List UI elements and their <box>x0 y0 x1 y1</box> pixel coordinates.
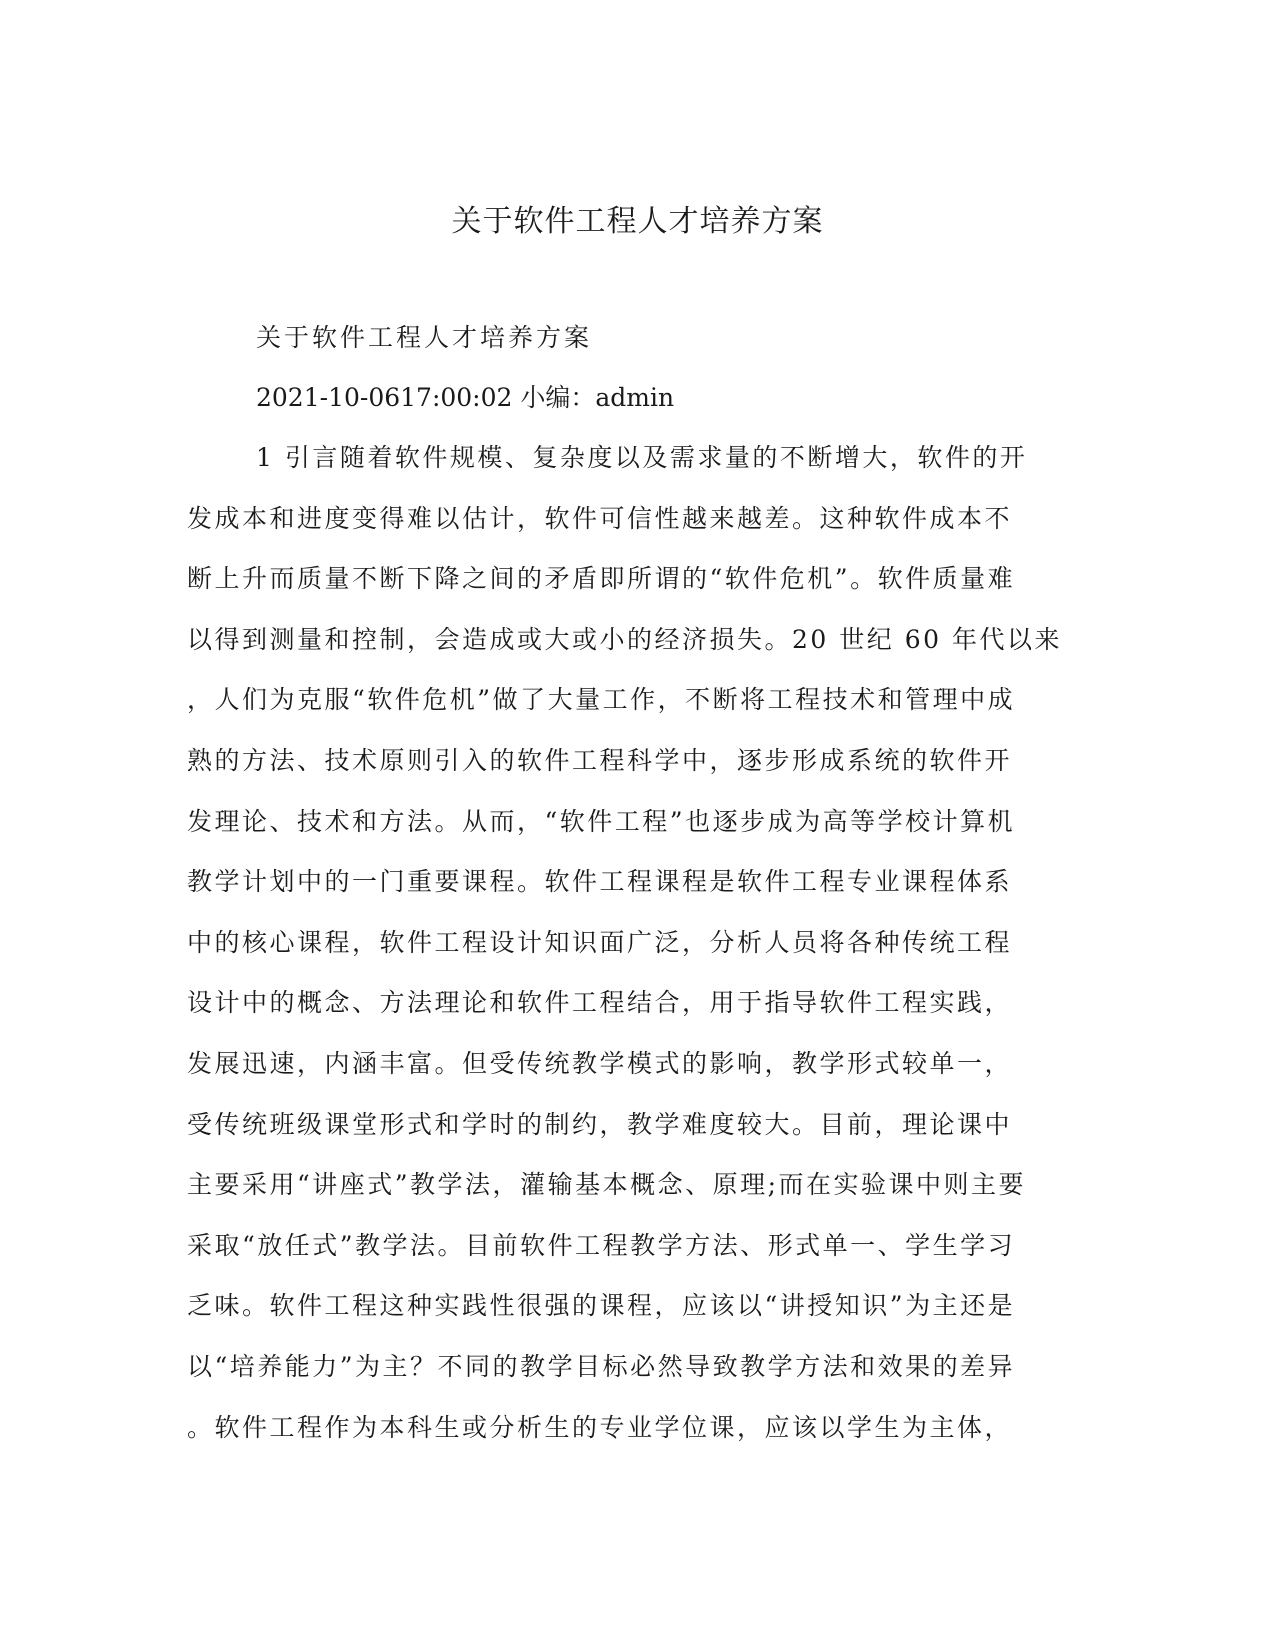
body-line: 断上升而质量不断下降之间的矛盾即所谓的“软件危机”。软件质量难 <box>187 564 1016 594</box>
body-line: 中的核心课程，软件工程设计知识面广泛，分析人员将各种传统工程 <box>187 927 1013 957</box>
document-title: 关于软件工程人才培养方案 <box>451 204 824 239</box>
article-subtitle: 关于软件工程人才培养方案 <box>256 323 593 352</box>
body-line: 受传统班级课堂形式和学时的制约，教学难度较大。目前，理论课中 <box>187 1109 1013 1139</box>
body-line: 教学计划中的一门重要课程。软件工程课程是软件工程专业课程体系 <box>187 867 1013 897</box>
body-line: 以“培养能力”为主？不同的教学目标必然导致教学方法和效果的差异 <box>187 1351 1016 1381</box>
article-date-author: 2021-10-0617:00:02 小编：admin <box>256 383 675 412</box>
body-line: 发成本和进度变得难以估计，软件可信性越来越差。这种软件成本不 <box>187 503 1013 533</box>
body-line: 设计中的概念、方法理论和软件工程结合，用于指导软件工程实践， <box>187 988 1013 1018</box>
body-line: 1 引言随着软件规模、复杂度以及需求量的不断增大，软件的开 <box>256 443 1028 472</box>
body-line: ，人们为克服“软件危机”做了大量工作，不断将工程技术和管理中成 <box>187 685 1016 715</box>
body-line: 乏味。软件工程这种实践性很强的课程，应该以“讲授知识”为主还是 <box>187 1291 1016 1321</box>
body-line: 。软件工程作为本科生或分析生的专业学位课，应该以学生为主体， <box>187 1412 1013 1442</box>
body-line: 发展迅速，内涵丰富。但受传统教学模式的影响，教学形式较单一， <box>187 1048 1013 1078</box>
body-line: 主要采用“讲座式”教学法，灌输基本概念、原理;而在实验课中则主要 <box>187 1170 1026 1200</box>
body-line: 发理论、技术和方法。从而，“软件工程”也逐步成为高等学校计算机 <box>187 806 1016 836</box>
body-line: 以得到测量和控制，会造成或大或小的经济损失。20 世纪 60 年代以来 <box>187 624 1062 654</box>
article-body <box>187 438 1067 1468</box>
body-line: 熟的方法、技术原则引入的软件工程科学中，逐步形成系统的软件开 <box>187 745 1013 775</box>
body-line: 采取“放任式”教学法。目前软件工程教学方法、形式单一、学生学习 <box>187 1230 1016 1260</box>
